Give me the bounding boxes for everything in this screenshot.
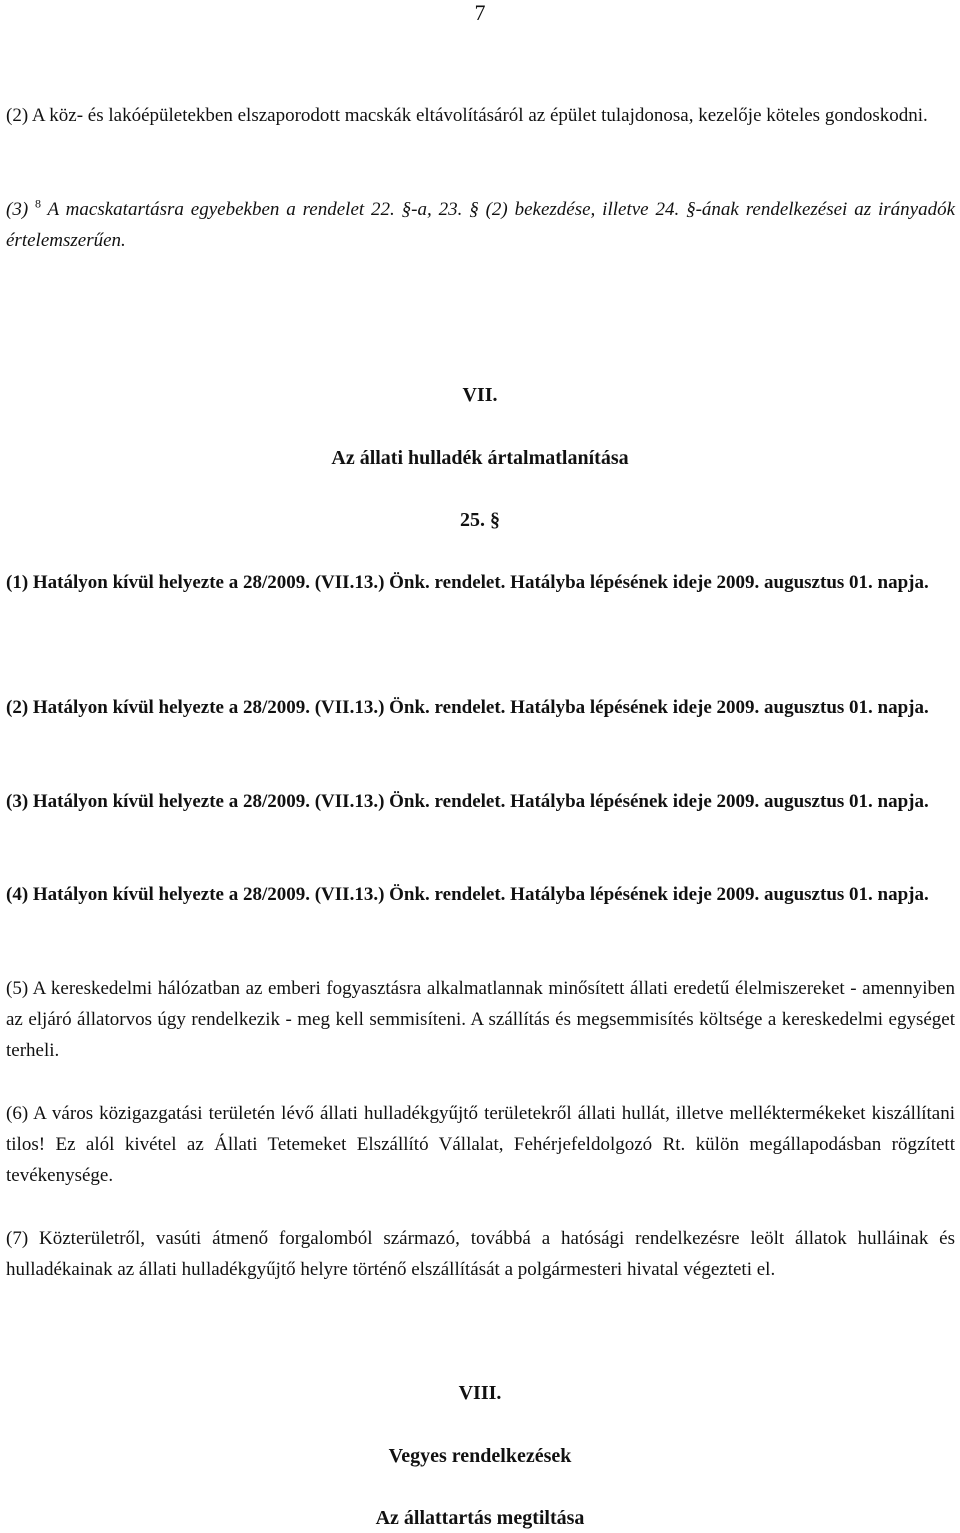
section-25-heading: 25. § — [460, 509, 500, 531]
repealed-paragraph-4: (4) Hatályon kívül helyezte a 28/2009. (VII.13.) Önk. rendelet. Hatályba lépésének ideje 2009. augusztus 01. napja. — [6, 884, 929, 905]
page-number: 7 — [474, 0, 486, 25]
chapter-vii-title: Az állati hulladék ártalmatlanítása — [331, 447, 629, 469]
paragraph-5: (5) A kereskedelmi hálózatban az emberi fogyasztásra alkalmatlannak minősített állati eredetű élelmiszereket - amennyiben az eljáró állatorvos úgy rendelkezik - meg kell semmisíteni. A szállítás és megsemmisítés költsége a kereskedelmi egységet terheli. — [6, 978, 955, 1061]
chapter-viii-title: Vegyes rendelkezések — [388, 1445, 572, 1467]
chapter-viii-number: VIII. — [458, 1382, 502, 1404]
repealed-paragraph-1: (1) Hatályon kívül helyezte a 28/2009. (VII.13.) Önk. rendelet. Hatályba lépésének ideje 2009. augusztus 01. napja. — [6, 572, 929, 593]
paragraph-7: (7) Közterületről, vasúti átmenő forgalomból származó, továbbá a hatósági rendelkezésre leölt állatok hulláinak és hulladékainak az állati hulladékgyűjtő helyre történő elszállítását a polgármesteri hivatal végezteti el. — [6, 1228, 955, 1280]
chapter-viii-subtitle: Az állattartás megtiltása — [375, 1507, 585, 1529]
repealed-paragraph-2: (2) Hatályon kívül helyezte a 28/2009. (VII.13.) Önk. rendelet. Hatályba lépésének ideje 2009. augusztus 01. napja. — [6, 697, 929, 718]
paragraph-2: (2) A köz- és lakóépületekben elszaporodott macskák eltávolításáról az épület tulajdonosa, kezelője köteles gondoskodni. — [6, 105, 928, 126]
repealed-paragraph-3: (3) Hatályon kívül helyezte a 28/2009. (VII.13.) Önk. rendelet. Hatályba lépésének ideje 2009. augusztus 01. napja. — [6, 791, 929, 812]
paragraph-3-prefix: (3) — [6, 199, 36, 220]
paragraph-6: (6) A város közigazgatási területén lévő állati hulladékgyűjtő területekről állati hullát, illetve melléktermékeket kiszállítani tilos! Ez alól kivétel az Állati Tetemeket Elszállító Vállalat, Fehérjefeldolgozó Rt. külön megállapodásban rögzített tevékenysége. — [6, 1103, 955, 1186]
paragraph-3 — [6, 194, 955, 256]
paragraph-3-text: A macskatartásra egyebekben a rendelet 22. §-a, 23. § (2) bekezdése, illetve 24. §-ának rendelkezései az irányadók értelemszerűen. — [6, 199, 955, 251]
footnote-marker[interactable]: 8 — [35, 196, 42, 211]
chapter-vii-number: VII. — [462, 384, 498, 406]
